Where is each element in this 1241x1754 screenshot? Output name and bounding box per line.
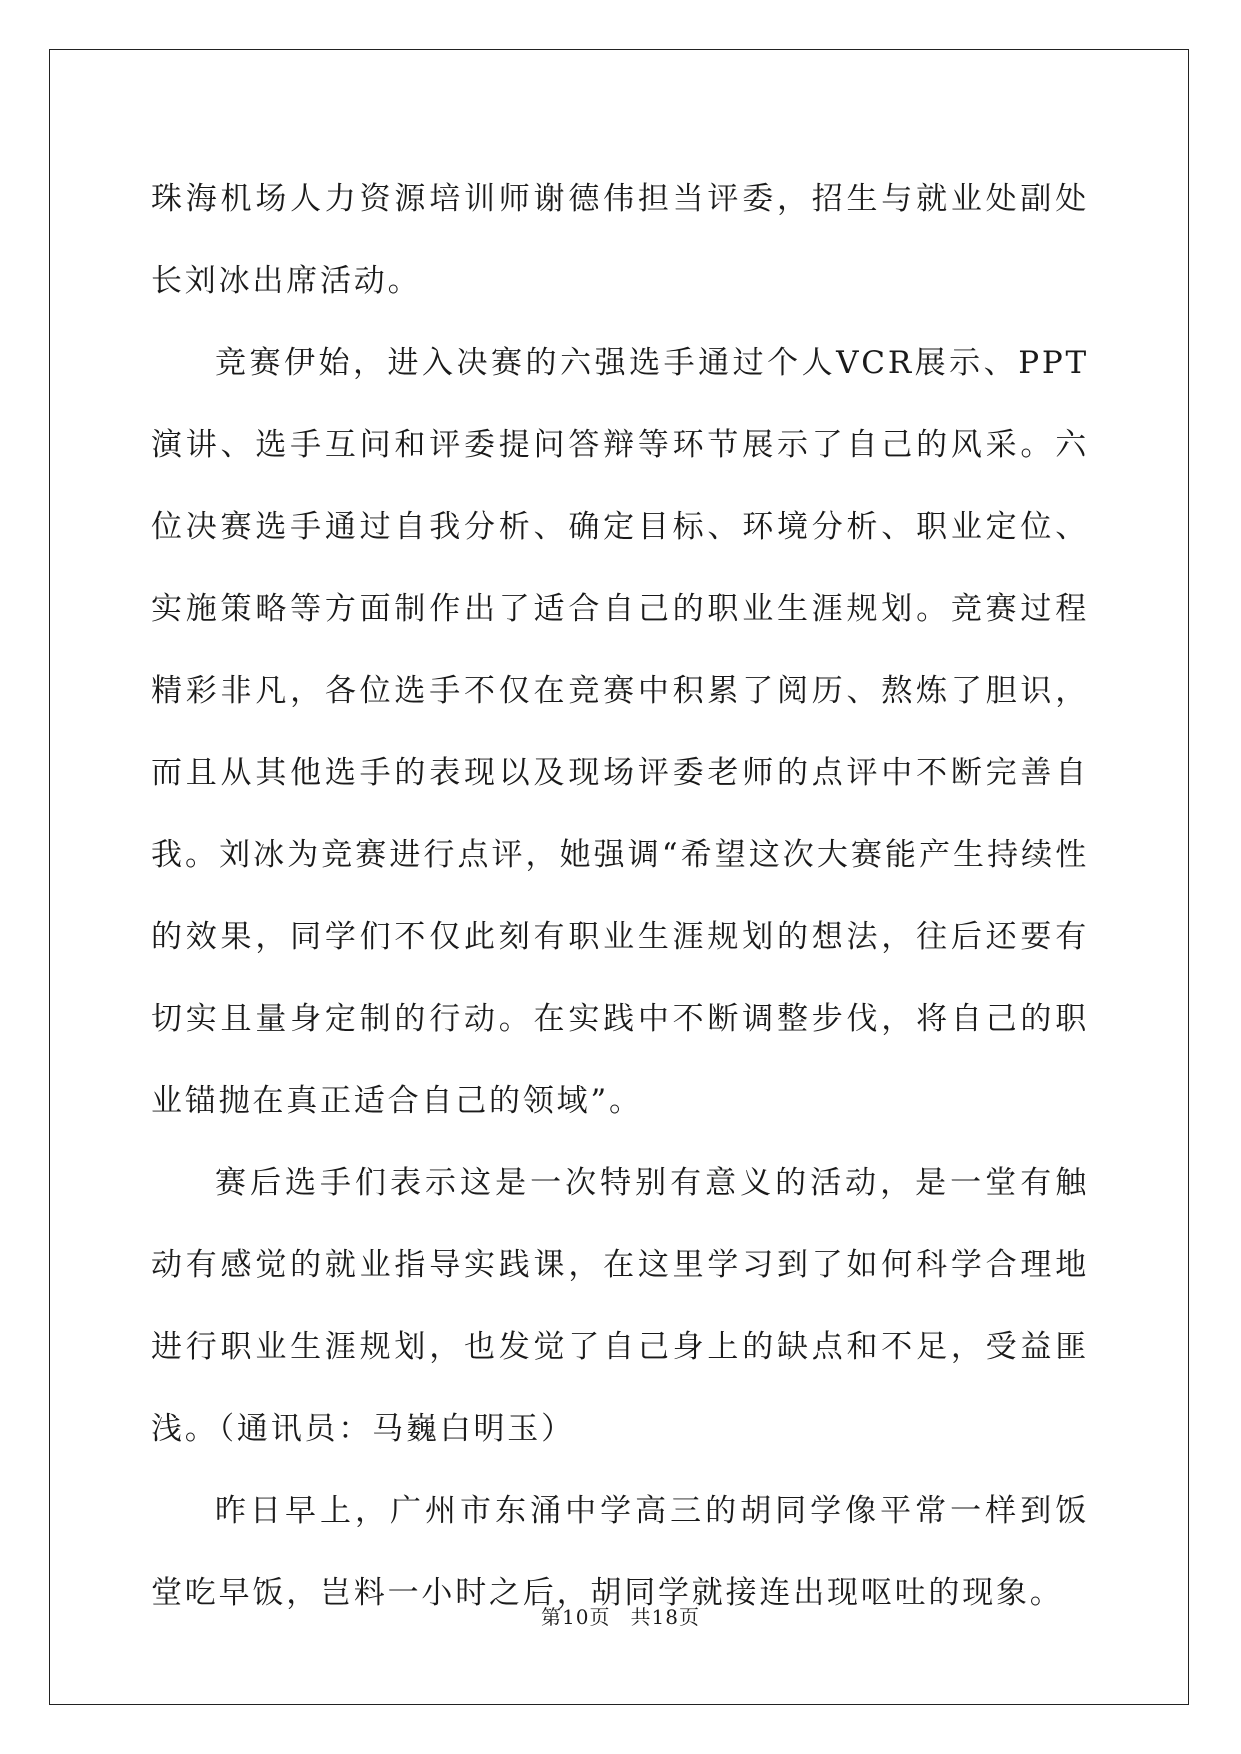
paragraph-2: 竞赛伊始，进入决赛的六强选手通过个人VCR展示、PPT演讲、选手互问和评委提问答辩等环节展示了自己的风采。六位决赛选手通过自我分析、确定目标、环境分析、职业定位、实施策略等方面制作出了适合自己的职业生涯规划。竞赛过程精彩非凡，各位选手不仅在竞赛中积累了阅历、熬炼了胆识，而且从其他选手的表现以及现场评委老师的点评中不断完善自我。刘冰为竞赛进行点评，她强调“希望这次大赛能产生持续性的效果，同学们不仅此刻有职业生涯规划的想法，往后还要有切实且量身定制的行动。在实践中不断调整步伐，将自己的职业锚抛在真正适合自己的领域”。 [151, 345, 1089, 1119]
page-footer [0, 1601, 1241, 1630]
document-body [151, 158, 1089, 1634]
paragraph-4: 昨日早上，广州市东涌中学高三的胡同学像平常一样到饭堂吃早饭，岂料一小时之后，胡同学就接连出现呕吐的现象。 [151, 1493, 1089, 1611]
page-total: 共18页 [630, 1605, 700, 1629]
paragraph-1: 珠海机场人力资源培训师谢德伟担当评委，招生与就业处副处长刘冰出席活动。 [151, 181, 1089, 299]
paragraph-3: 赛后选手们表示这是一次特别有意义的活动，是一堂有触动有感觉的就业指导实践课，在这里学习到了如何科学合理地进行职业生涯规划，也发觉了自己身上的缺点和不足，受益匪浅。（通讯员：马巍白明玉） [151, 1165, 1089, 1447]
page-number: 第10页 [541, 1605, 611, 1629]
